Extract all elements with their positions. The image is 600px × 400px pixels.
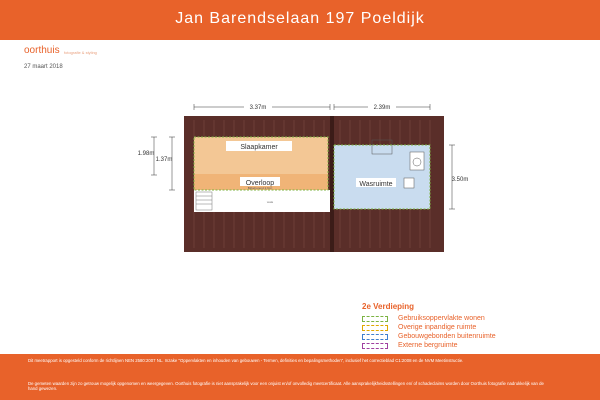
legend-label-buitenruimte: Gebouwgebonden buitenruimte: [398, 333, 496, 340]
legend-title: 2e Verdieping: [362, 302, 415, 311]
legend-swatch-inpandig: [362, 325, 388, 331]
report-date: 27 maart 2018: [24, 64, 63, 70]
legend-item-wonen: [362, 315, 592, 324]
footer-disclaimer: [0, 354, 600, 400]
dim-height-right: 3.50m: [451, 177, 469, 183]
landing-area: [194, 190, 330, 212]
footer-paragraph-liability: De gemeten waarden zijn zo getrouw mogelijk opgenomen en weergegeven. Oorthuis fotografie is niet aansprakelijk voor een onjuist en/of onvolledig meetcertificaat. Alle aansprakelijkheidsstellingen en/ of schadeclaims worden door Oorthuis fotografie nadrukkelijk van de hand gewezen.: [28, 381, 544, 392]
washing-machine-icon: [410, 152, 424, 170]
wasruimte-label: Wasruimte: [359, 181, 393, 188]
legend-swatch-wonen: [362, 316, 388, 322]
logo-tagline: fotografie & styling: [64, 50, 97, 55]
legend-item-buitenruimte: [362, 333, 592, 342]
legend-swatch-buitenruimte: [362, 334, 388, 340]
slaapkamer-label: Slaapkamer: [240, 144, 278, 151]
dim-width-right: 2.39m: [373, 105, 391, 111]
footer-paragraph-norm: Dit meetrapport is opgesteld conform de richtlijnen NEN 2580:2007 NL. Inzake "Oppervlakten en inhouden van gebouwen - Termen, definities en bepalingsmethoden", inclusief het correctieblad C1:2008 en de NVM Meetinstructie.: [28, 358, 464, 363]
legend-item-inpandig: [362, 324, 592, 333]
legend-label-bergruimte: Externe bergruimte: [398, 342, 458, 349]
dim-height-left-inner: 1.37m: [155, 157, 173, 163]
interior-wall: [330, 116, 334, 252]
sink-icon: [404, 178, 414, 188]
page-title: Jan Barendselaan 197 Poeldijk: [175, 10, 425, 27]
overloop-label: Overloop: [245, 180, 275, 187]
dim-height-left-outer: 1.98m: [137, 151, 155, 157]
logo-name: oorthuis: [24, 45, 60, 56]
landing-label: wala: [266, 200, 274, 204]
overloop-sublabel: Bijbehorend 2,6m²: [247, 186, 273, 190]
legend-item-bergruimte: [362, 342, 592, 351]
legend-label-wonen: Gebruiksoppervlakte wonen: [398, 315, 485, 322]
dim-width-left: 3.37m: [249, 105, 267, 111]
legend-label-inpandig: Overige inpandige ruimte: [398, 324, 477, 331]
legend: [362, 302, 592, 351]
legend-swatch-bergruimte: [362, 343, 388, 349]
